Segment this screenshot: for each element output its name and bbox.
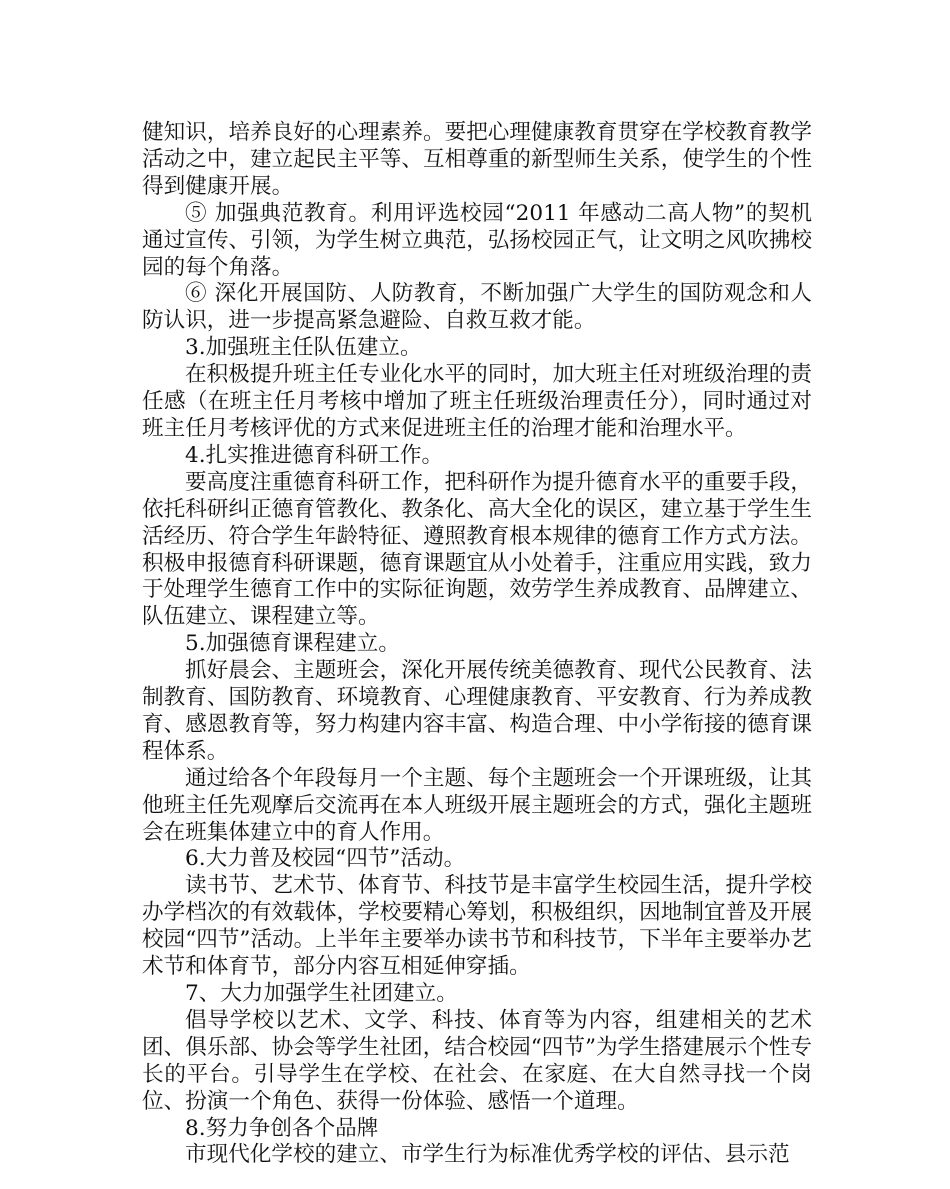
paragraph-model-education: ⑤ 加强典范教育。利用评选校园“2011 年感动二高人物”的契机通过宣传、引领，为学生树立典范，弘扬校园正气，让文明之风吹拂校园的每个角落。 bbox=[142, 200, 812, 280]
paragraph-defense-education: ⑥ 深化开展国防、人防教育，不断加强广大学生的国防观念和人防认识，进一步提高紧急避险、自救互救才能。 bbox=[142, 281, 812, 334]
paragraph-class-teacher: 在积极提升班主任专业化水平的同时，加大班主任对班级治理的责任感（在班主任月考核中增加了班主任班级治理责任分），同时通过对班主任月考核评优的方式来促进班主任的治理才能和治理水平。 bbox=[142, 362, 812, 441]
paragraph-student-clubs: 倡导学校以艺术、文学、科技、体育等为内容，组建相关的艺术团、俱乐部、协会等学生社团，结合校园“四节”为学生搭建展示个性专长的平台。引导学生在学校、在社会、在家庭、在大自然寻找一个岗位、扮演一个角色、获得一份体验、感悟一个道理。 bbox=[142, 1007, 812, 1114]
paragraph-brand-building: 市现代化学校的建立、市学生行为标准优秀学校的评估、县示范 bbox=[185, 1142, 790, 1168]
section-heading-6: 6.大力普及校园“四节”活动。 bbox=[185, 846, 466, 872]
section-heading-3: 3.加强班主任队伍建立。 bbox=[185, 335, 422, 361]
section-heading-8: 8.努力争创各个品牌 bbox=[185, 1115, 379, 1141]
section-heading-4: 4.扎实推进德育科研工作。 bbox=[185, 442, 444, 468]
paragraph-theme-meetings: 通过给各个年段每月一个主题、每个主题班会一个开课班级，让其他班主任先观摩后交流再在本人班级开展主题班会的方式，强化主题班会在班集体建立中的育人作用。 bbox=[142, 765, 812, 845]
section-heading-7: 7、大力加强学生社团建立。 bbox=[185, 981, 458, 1006]
paragraph-curriculum: 抓好晨会、主题班会，深化开展传统美德教育、现代公民教育、法制教育、国防教育、环境教育、心理健康教育、平安教育、行为养成教育、感恩教育等，努力构建内容丰富、构造合理、中小学衔接的德育课程体系。 bbox=[142, 658, 812, 764]
paragraph-four-festivals: 读书节、艺术节、体育节、科技节是丰富学生校园生活，提升学校办学档次的有效载体，学校要精心筹划，积极组织，因地制宜普及开展校园“四节”活动。上半年主要举办读书节和科技节，下半年主要举办艺术节和体育节，部分内容互相延伸穿插。 bbox=[142, 873, 812, 980]
section-heading-5: 5.加强德育课程建立。 bbox=[185, 631, 400, 657]
paragraph-moral-research: 要高度注重德育科研工作，把科研作为提升德育水平的重要手段，依托科研纠正德育管教化、教条化、高大全化的误区，建立基于学生生活经历、符合学生年龄特征、遵照教育根本规律的德育工作方式方法。积极申报德育科研课题，德育课题宜从小处着手，注重应用实践，致力于处理学生德育工作中的实际征询题，效劳学生养成教育、品牌建立、队伍建立、课程建立等。 bbox=[142, 469, 812, 630]
paragraph-continued: 健知识，培养良好的心理素养。要把心理健康教育贯穿在学校教育教学活动之中，建立起民主平等、互相尊重的新型师生关系，使学生的个性得到健康开展。 bbox=[142, 120, 812, 199]
document-body bbox=[142, 120, 812, 1169]
